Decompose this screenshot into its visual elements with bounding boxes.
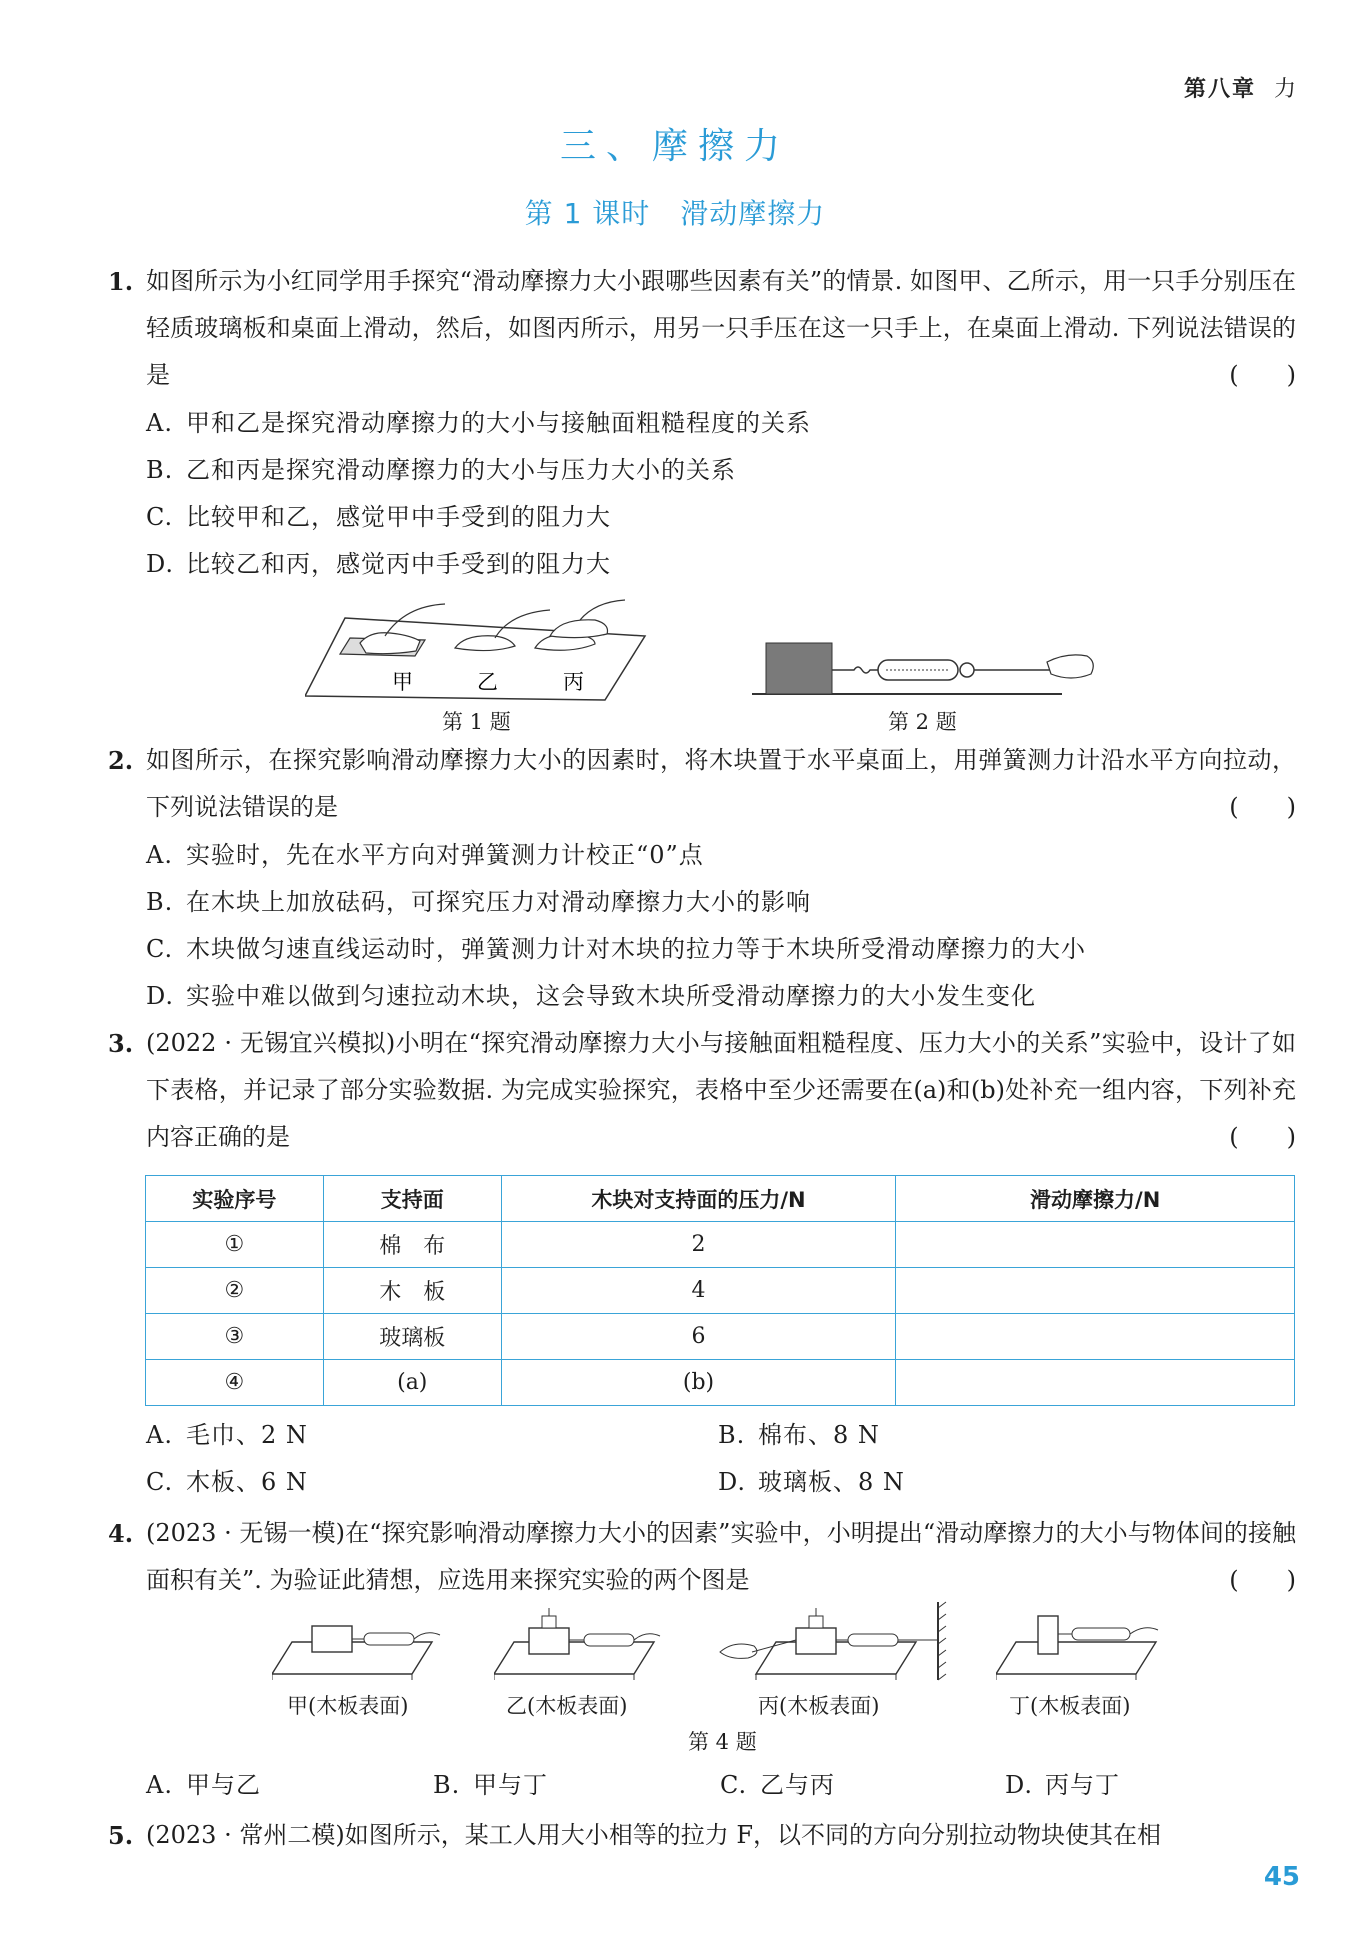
question-number: 2. (108, 746, 134, 775)
chapter-label: 第八章 (1183, 77, 1256, 102)
table-cell (896, 1360, 1295, 1406)
table-header: 实验序号 (146, 1176, 324, 1222)
q2-option-c: C. 木块做匀速直线运动时，弹簧测力计对木块的拉力等于木块所受滑动摩擦力的大小 (146, 935, 1086, 963)
fig4-label-bing: 丙(木板表面) (758, 1694, 880, 1718)
answer-blank: ( ) (1229, 1566, 1296, 1594)
q1-option-b: B. 乙和丙是探究滑动摩擦力的大小与压力大小的关系 (146, 456, 736, 484)
q4-option-d: D. 丙与丁 (1005, 1771, 1120, 1799)
table-cell (896, 1222, 1295, 1268)
question-text: (2023 · 无锡一模)在“探究影响滑动摩擦力大小的因素”实验中，小明提出“滑动摩擦力的大小与物体间的接触面积有关”. 为验证此猜想，应选用来探究实验的两个图是 (146, 1519, 1296, 1594)
table-header: 支持面 (323, 1176, 501, 1222)
q4-option-a: A. 甲与乙 (146, 1771, 261, 1799)
table-header: 木块对支持面的压力/N (501, 1176, 896, 1222)
fig4-label-ding: 丁(木板表面) (1009, 1694, 1131, 1718)
q1-option-c: C. 比较甲和乙，感觉甲中手受到的阻力大 (146, 503, 611, 531)
table-cell (896, 1268, 1295, 1314)
table-cell: ② (146, 1268, 324, 1314)
q1-option-d: D. 比较乙和丙，感觉丙中手受到的阻力大 (146, 550, 611, 578)
table-cell: 棉 布 (323, 1222, 501, 1268)
figure-1-caption: 第 1 题 (442, 710, 511, 734)
table-cell: 玻璃板 (323, 1314, 501, 1360)
table-row (146, 1314, 1295, 1360)
question-text: (2022 · 无锡宜兴模拟)小明在“探究滑动摩擦力大小与接触面粗糙程度、压力大小的关系”实验中，设计了如下表格，并记录了部分实验数据. 为完成实验探究，表格中至少还需要在(a)和(b)处补充一组内容，下列补充内容正确的是 (146, 1029, 1296, 1151)
question-number: 3. (108, 1029, 134, 1058)
q4-option-b: B. 甲与丁 (433, 1771, 548, 1799)
question-1 (110, 258, 1296, 399)
q3-option-a: A. 毛巾、2 N (146, 1421, 308, 1449)
question-number: 5. (108, 1821, 134, 1850)
table-header: 滑动摩擦力/N (896, 1176, 1295, 1222)
lesson-name: 滑动摩擦力 (680, 197, 826, 230)
q1-option-a: A. 甲和乙是探究滑动摩擦力的大小与接触面粗糙程度的关系 (146, 409, 811, 437)
table-cell: 4 (501, 1268, 896, 1314)
table-cell (896, 1314, 1295, 1360)
question-2 (110, 737, 1296, 831)
fig4-label-jia: 甲(木板表面) (287, 1694, 409, 1718)
q2-option-a: A. 实验时，先在水平方向对弹簧测力计校正“0”点 (146, 841, 704, 869)
table-cell: 2 (501, 1222, 896, 1268)
chapter-topic: 力 (1273, 77, 1298, 102)
q2-option-b: B. 在木块上加放砝码，可探究压力对滑动摩擦力大小的影响 (146, 888, 811, 916)
fig1-label-jia: 甲 (392, 670, 413, 694)
question-number: 4. (108, 1519, 134, 1548)
table-row (146, 1222, 1295, 1268)
question-4 (110, 1510, 1296, 1604)
lesson-number: 第 1 课时 (524, 197, 651, 230)
table-cell: ① (146, 1222, 324, 1268)
answer-blank: ( ) (1229, 1123, 1296, 1151)
figure-2-spring-scale-block (752, 640, 1102, 708)
experiment-table (145, 1175, 1295, 1406)
fig4-panel-ding (996, 1608, 1166, 1682)
fig1-label-bing: 丙 (563, 670, 584, 694)
q3-option-d: D. 玻璃板、8 N (718, 1468, 905, 1496)
answer-blank: ( ) (1229, 793, 1296, 821)
figure-4-caption: 第 4 题 (688, 1730, 757, 1754)
q3-option-b: B. 棉布、8 N (718, 1421, 880, 1449)
question-text: (2023 · 常州二模)如图所示，某工人用大小相等的拉力 F，以不同的方向分别拉动物块使其在相 (146, 1821, 1161, 1849)
fig1-label-yi: 乙 (477, 670, 498, 694)
chapter-header (1184, 72, 1298, 103)
question-text: 如图所示为小红同学用手探究“滑动摩擦力大小跟哪些因素有关”的情景. 如图甲、乙所示，用一只手分别压在轻质玻璃板和桌面上滑动，然后，如图丙所示，用另一只手压在这一只手上，在桌面上滑动. 下列说法错误的是 (146, 267, 1296, 389)
page-number: 45 (1263, 1862, 1300, 1892)
figure-1-hands-on-table (305, 598, 655, 708)
q2-option-d: D. 实验中难以做到匀速拉动木块，这会导致木块所受滑动摩擦力的大小发生变化 (146, 982, 1036, 1010)
q4-option-c: C. 乙与丙 (720, 1771, 835, 1799)
question-5 (110, 1812, 1296, 1859)
q3-option-c: C. 木板、6 N (146, 1468, 308, 1496)
table-row (146, 1268, 1295, 1314)
table-cell: 木 板 (323, 1268, 501, 1314)
question-3 (110, 1020, 1296, 1161)
answer-blank: ( ) (1229, 361, 1296, 389)
fig4-panel-jia (272, 1612, 442, 1682)
question-text: 如图所示，在探究影响滑动摩擦力大小的因素时，将木块置于水平桌面上，用弹簧测力计沿水平方向拉动，下列说法错误的是 (146, 746, 1296, 821)
table-header-row (146, 1176, 1295, 1222)
table-cell: ③ (146, 1314, 324, 1360)
fig4-label-yi: 乙(木板表面) (506, 1694, 628, 1718)
section-title: 三、摩擦力 (559, 126, 790, 167)
lesson-subtitle (0, 192, 1350, 232)
fig4-panel-yi (494, 1600, 664, 1682)
table-cell: (b) (501, 1360, 896, 1406)
table-cell: 6 (501, 1314, 896, 1360)
question-number: 1. (108, 267, 134, 296)
fig4-panel-bing (716, 1600, 966, 1682)
figure-2-caption: 第 2 题 (888, 710, 957, 734)
table-cell: ④ (146, 1360, 324, 1406)
table-row (146, 1360, 1295, 1406)
table-cell: (a) (323, 1360, 501, 1406)
